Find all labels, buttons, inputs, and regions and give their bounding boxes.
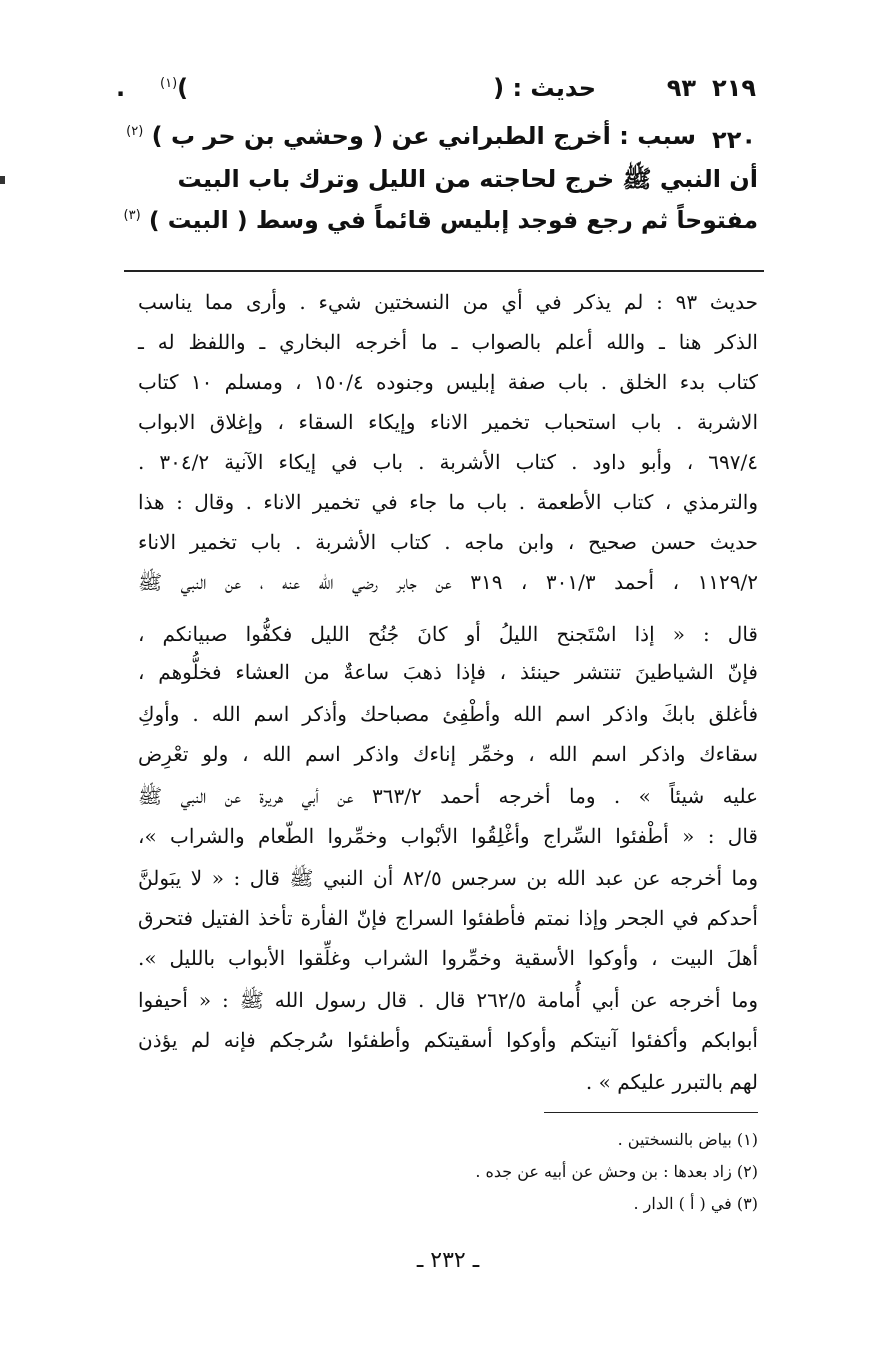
commentary-line: الاشربة . باب استحباب تخمير الاناء وإيكاء السقاء ، وإغلاق الابواب — [138, 410, 758, 434]
footnote-3: (٣) في ( أ ) الدار . — [633, 1194, 758, 1213]
page-number: ـ ٢٣٢ ـ — [416, 1248, 480, 1273]
footnote-1: (١) بياض بالنسختين . — [617, 1130, 758, 1149]
commentary-line: كتاب بدء الخلق . باب صفة إبليس وجنوده ١٥٠/٤ ، ومسلم ١٠ كتاب — [138, 370, 759, 394]
commentary-line: حديث ٩٣ : لم يذكر في أي من النسختين شيء . وأرى مما يناسب — [138, 290, 758, 314]
commentary-line: وما أخرجه عن أبي أُمامة ٢٦٢/٥ قال . قال رسول الله ﷺ : « أحيفوا — [138, 988, 758, 1012]
entry-number-220: ٢٢٠ — [712, 126, 756, 154]
commentary-line: أبوابكم وأكفئوا آنيتكم وأوكوا أسقيتكم وأطفئوا سُرجكم فإنه لم يؤذن — [138, 1028, 758, 1052]
commentary-line: ١١٢٩/٢ ، أحمد ٣٠١/٣ ، ٣١٩ عن جابر رضي الله عنه ، عن النبي ﷺ — [138, 570, 759, 594]
commentary-line: الذكر هنا ـ والله أعلم بالصواب ـ ما أخرجه البخاري ـ واللفظ له ـ — [138, 330, 758, 354]
cause-line-3-text: مفتوحاً ثم رجع فوجد إبليس قائماً في وسط ( البيت ) — [148, 206, 758, 234]
footnote-ref-3: (٣) — [123, 208, 141, 224]
entry-number-219: ٢١٩ — [712, 74, 756, 102]
hadith-heading: حديث : ( — [493, 74, 596, 102]
commentary-line: والترمذي ، كتاب الأطعمة . باب ما جاء في تخمير الاناء . وقال : هذا — [138, 490, 758, 514]
commentary-line: عليه شيئاً » . وما أخرجه أحمد ٣٦٣/٢ عن أبي هريرة عن النبي ﷺ — [138, 784, 758, 808]
commentary-line: فإنّ الشياطينَ تنتشر حينئذ ، فإذا ذهبَ ساعةٌ من العشاء فخلُّوهم ، — [138, 660, 758, 684]
commentary-line: قال : « إذا اسْتَجنح الليلُ أو كانَ جُنُح الليل فكفُّوا صبيانكم ، — [138, 622, 758, 646]
footnote-ref-2: (٢) — [126, 124, 144, 139]
footnote-divider — [544, 1112, 758, 1113]
footnote-2: (٢) زاد بعدها : بن وحش عن أبيه عن جده . — [475, 1162, 758, 1181]
commentary-line: لهم بالتبرر عليكم » . — [585, 1070, 758, 1094]
margin-mark — [0, 176, 5, 184]
footnote-ref-1: (١) — [160, 76, 178, 91]
commentary-line: فأغلق بابكَ واذكر اسم الله وأطْفِئ مصباحك وأذكر اسم الله . وأوكِ — [138, 702, 758, 726]
commentary-line: أهلَ البيت ، وأوكوا الأسقية وخمِّروا الشراب وغلِّقوا الأبواب بالليل ». — [138, 946, 758, 970]
cause-line-1-text: سبب : أخرج الطبراني عن ( وحشي بن حر ب ) — [151, 122, 696, 150]
commentary-line: حديث حسن صحيح ، وابن ماجه . كتاب الأشربة . باب تخمير الاناء — [138, 530, 758, 554]
commentary-line: سقاءك واذكر اسم الله ، وخمِّر إناءك واذكر اسم الله ، ولو تعْرِض — [138, 742, 758, 766]
commentary-line: أحدكم في الجحر وإذا نمتم فأطفئوا السراج فإنّ الفأرة تأخذ الفتيل فتحرق — [138, 906, 758, 930]
end-mark: . — [116, 74, 126, 102]
hadith-close-bracket — [160, 74, 188, 102]
commentary-line: وما أخرجه عن عبد الله بن سرجس ٨٢/٥ أن النبي ﷺ قال : « لا يبَولنَّ — [138, 866, 758, 890]
cause-line-3 — [124, 206, 758, 234]
commentary-line: قال : « أطْفئوا السِّراج وأغْلِقُوا الأبْواب وخمِّروا الطّعام والشراب »، — [138, 824, 758, 848]
cause-line-2: أن النبي ﷺ خرج لحاجته من الليل وترك باب البيت — [177, 165, 758, 193]
section-divider — [124, 270, 764, 272]
cause-line-1 — [126, 122, 696, 150]
hadith-number-93: ٩٣ — [666, 74, 696, 102]
close-bracket: ) — [177, 74, 189, 102]
commentary-line: ٦٩٧/٤ ، وأبو داود . كتاب الأشربة . باب في إيكاء الآنية ٣٠٤/٢ . — [138, 450, 759, 474]
